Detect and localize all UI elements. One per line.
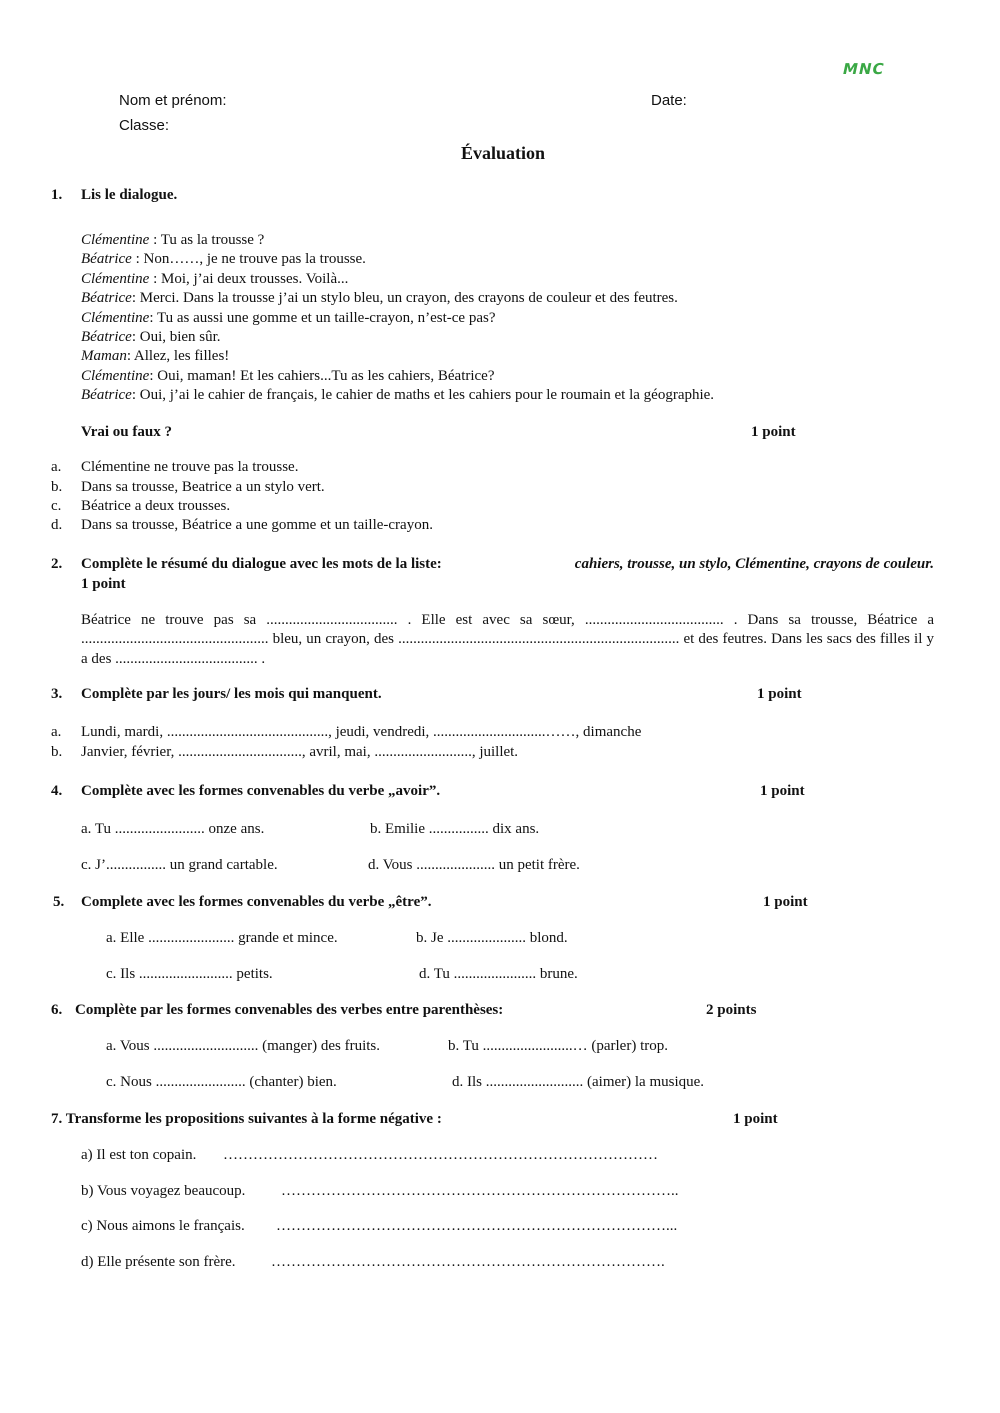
ex4-heading: Complète avec les formes convenables du verbe „avoir”. bbox=[81, 783, 441, 799]
line-text: : Oui, j’ai le cahier de français, le cahier de maths et les cahiers pour le roumain et la géographie. bbox=[131, 387, 715, 404]
speaker: Béatrice bbox=[81, 387, 132, 404]
vf-letter: b. bbox=[51, 479, 63, 495]
ex3-number: 3. bbox=[51, 686, 63, 702]
logo-mnc: MNC bbox=[841, 60, 887, 78]
dialogue-line bbox=[81, 328, 941, 347]
ex3-letter: b. bbox=[51, 744, 63, 760]
speaker: Clémentine bbox=[81, 270, 150, 287]
ex3-item: Lundi, mardi, ..........................................., jeudi, vendredi, ..............................……, dimanche bbox=[81, 724, 642, 740]
ex2-paragraph: Béatrice ne trouve pas sa ................................... . Elle est avec sa sœur, ..................................... . Dans sa trousse, Béatrice a .................................................. bleu, un crayon, des ........................................................................... et des feutres. Dans les sacs des filles il y a des ...................................... . bbox=[81, 612, 934, 667]
dialogue-line bbox=[81, 367, 941, 386]
class-label: Classe: bbox=[119, 117, 170, 134]
ex2-number: 2. bbox=[51, 556, 63, 572]
speaker: Clémentine bbox=[81, 232, 150, 248]
line-text: : Non……, je ne trouve pas la trousse. bbox=[131, 251, 366, 268]
ex4-points: 1 point bbox=[760, 783, 805, 799]
ex4-number: 4. bbox=[51, 783, 63, 799]
vf-heading: Vrai ou faux ? bbox=[81, 424, 172, 440]
ex7-sentence: a) Il est ton copain. bbox=[81, 1147, 197, 1163]
ex7-sentence: d) Elle présente son frère. bbox=[81, 1254, 236, 1270]
ex4-item-c: c. J’................ un grand cartable. bbox=[81, 857, 278, 873]
vf-item: Clémentine ne trouve pas la trousse. bbox=[81, 459, 299, 475]
line-text: : Tu as aussi une gomme et un taille-crayon, n’est-ce pas? bbox=[149, 309, 496, 326]
dialogue-line bbox=[81, 289, 941, 308]
ex5-points: 1 point bbox=[763, 894, 808, 910]
line-text: : Merci. Dans la trousse j’ai un stylo bleu, un crayon, des crayons de couleur et des feutres. bbox=[131, 290, 678, 307]
vf-letter: d. bbox=[51, 517, 63, 533]
ex6-item-b: b. Tu ........................… (parler) trop. bbox=[448, 1038, 668, 1054]
ex6-points: 2 points bbox=[706, 1002, 757, 1018]
ex7-sentence: c) Nous aimons le français. bbox=[81, 1218, 245, 1234]
ex5-item-c: c. Ils ......................... petits. bbox=[106, 966, 273, 982]
ex5-item-b: b. Je ..................... blond. bbox=[416, 930, 568, 946]
ex4-item-a: a. Tu ........................ onze ans. bbox=[81, 821, 265, 837]
ex5-item-a: a. Elle ....................... grande et mince. bbox=[106, 930, 338, 946]
dialogue-line bbox=[81, 231, 941, 250]
speaker: Béatrice bbox=[81, 290, 132, 307]
ex2-heading-line bbox=[81, 556, 934, 573]
dialogue-line bbox=[81, 250, 941, 269]
vf-letter: a. bbox=[51, 459, 62, 475]
ex7-heading: 7. Transforme les propositions suivantes à la forme négative : bbox=[51, 1111, 442, 1127]
line-text: : Oui, bien sûr. bbox=[131, 328, 221, 345]
ex6-item-c: c. Nous ........................ (chanter) bien. bbox=[106, 1074, 337, 1090]
line-text: : Tu as la trousse ? bbox=[149, 232, 265, 248]
speaker: Béatrice bbox=[81, 251, 132, 268]
ex5-heading: Complete avec les formes convenables du verbe „être”. bbox=[81, 894, 432, 910]
line-text: : Moi, j’ai deux trousses. Voilà... bbox=[149, 270, 349, 287]
dialogue-line bbox=[81, 270, 941, 289]
vf-letter: c. bbox=[51, 498, 62, 514]
dialogue-line bbox=[81, 386, 941, 405]
ex4-item-b: b. Emilie ................ dix ans. bbox=[370, 821, 540, 837]
ex6-number: 6. bbox=[51, 1002, 63, 1018]
ex2-word-list: cahiers, trousse, un stylo, Clémentine, crayons de couleur. bbox=[574, 556, 934, 572]
line-text: : Allez, les filles! bbox=[126, 348, 230, 365]
name-label: Nom et prénom: bbox=[119, 92, 227, 109]
vf-points: 1 point bbox=[751, 424, 796, 440]
speaker: Maman bbox=[81, 348, 127, 365]
ex3-letter: a. bbox=[51, 724, 62, 740]
ex1-heading: Lis le dialogue. bbox=[81, 187, 178, 203]
dialogue-line bbox=[81, 347, 941, 366]
ex7-answer-line: …………………………………………………………………….. bbox=[281, 1183, 679, 1199]
ex1-number: 1. bbox=[51, 187, 63, 203]
vf-item: Dans sa trousse, Beatrice a un stylo vert. bbox=[81, 479, 325, 495]
ex3-item: Janvier, février, ................................., avril, mai, .........................., juillet. bbox=[81, 744, 519, 760]
ex7-answer-line: ……………………………………………………………………... bbox=[276, 1218, 678, 1234]
ex6-item-a: a. Vous ............................ (manger) des fruits. bbox=[106, 1038, 380, 1054]
dialogue bbox=[81, 231, 941, 406]
ex5-number: 5. bbox=[53, 894, 65, 910]
ex7-points: 1 point bbox=[733, 1111, 778, 1127]
ex2-heading: Complète le résumé du dialogue avec les mots de la liste: bbox=[81, 556, 442, 572]
ex4-item-d: d. Vous ..................... un petit frère. bbox=[368, 857, 580, 873]
ex3-points: 1 point bbox=[757, 686, 802, 702]
ex5-item-d: d. Tu ...................... brune. bbox=[419, 966, 578, 982]
line-text: : Oui, maman! Et les cahiers...Tu as les cahiers, Béatrice? bbox=[149, 367, 495, 384]
speaker: Clémentine bbox=[81, 309, 150, 326]
page-title: Évaluation bbox=[461, 143, 546, 163]
vf-item: Béatrice a deux trousses. bbox=[81, 498, 231, 514]
ex2-points: 1 point bbox=[81, 576, 126, 592]
ex6-heading: Complète par les formes convenables des verbes entre parenthèses: bbox=[75, 1002, 504, 1018]
date-label: Date: bbox=[651, 92, 687, 109]
speaker: Béatrice bbox=[81, 328, 132, 345]
ex7-answer-line: …………………………………………………………………………… bbox=[223, 1147, 658, 1163]
ex7-answer-line: ……………………………………………………………………. bbox=[271, 1254, 665, 1270]
ex7-sentence: b) Vous voyagez beaucoup. bbox=[81, 1183, 246, 1199]
dialogue-line bbox=[81, 309, 941, 328]
ex6-item-d: d. Ils .......................... (aimer) la musique. bbox=[452, 1074, 705, 1090]
vf-item: Dans sa trousse, Béatrice a une gomme et un taille-crayon. bbox=[81, 517, 433, 533]
speaker: Clémentine bbox=[81, 367, 150, 384]
ex3-heading: Complète par les jours/ les mois qui manquent. bbox=[81, 686, 382, 702]
